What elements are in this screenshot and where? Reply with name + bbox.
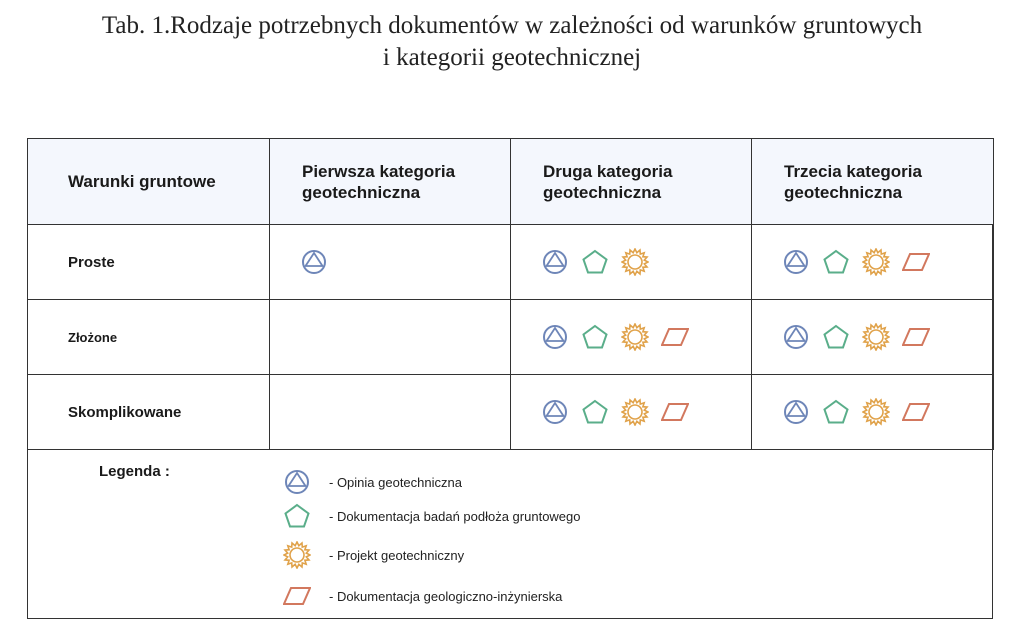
projekt-icon <box>283 541 311 569</box>
opinia-icon <box>541 248 569 276</box>
dokumentacja-geologiczna-icon <box>661 398 689 426</box>
caption-line-1: Tab. 1.Rodzaje potrzebnych dokumentów w zależności od warunków gruntowych <box>101 12 923 39</box>
legend-label: - Dokumentacja badań podłoża gruntowego <box>329 508 581 524</box>
opinia-icon <box>283 468 311 496</box>
dokumentacja-badan-icon <box>822 323 850 351</box>
icon-group <box>511 323 751 351</box>
dokumentacja-geologiczna-icon <box>902 248 930 276</box>
opinia-icon <box>782 398 810 426</box>
dokumentacja-geologiczna-icon <box>661 323 689 351</box>
table-row <box>28 225 994 300</box>
table-cell <box>270 225 511 300</box>
header-cell <box>270 139 511 225</box>
table-cell <box>752 375 994 450</box>
header-soil-conditions: Warunki gruntowe <box>68 172 216 191</box>
header-row <box>28 139 994 225</box>
header-cell <box>28 139 270 225</box>
opinia-icon <box>541 323 569 351</box>
header-cell <box>511 139 752 225</box>
projekt-icon <box>862 398 890 426</box>
icon-group <box>752 398 993 426</box>
table-cell <box>270 300 511 375</box>
header-category-1: Pierwsza kategoria geotechniczna <box>302 161 456 202</box>
caption-line-2: i kategorii geotechnicznej <box>382 44 642 71</box>
legend-item-dokumentacja-geologiczna <box>283 582 562 610</box>
row-label: Skomplikowane <box>68 403 182 421</box>
table-caption <box>0 10 1024 74</box>
legend-label: - Dokumentacja geologiczno-inżynierska <box>329 588 563 604</box>
dokumentacja-badan-icon <box>581 248 609 276</box>
dokumentacja-badan-icon <box>581 323 609 351</box>
icon-group <box>752 248 993 276</box>
opinia-icon <box>541 398 569 426</box>
table-cell <box>511 375 752 450</box>
icon-group <box>511 248 751 276</box>
row-label: Proste <box>68 253 115 271</box>
table-row <box>28 300 994 375</box>
dokumentacja-badan-icon <box>581 398 609 426</box>
projekt-icon <box>621 398 649 426</box>
table-cell <box>752 300 994 375</box>
dokumentacja-badan-icon <box>822 248 850 276</box>
legend-item-projekt <box>283 541 464 569</box>
header-category-2: Druga kategoria geotechniczna <box>543 161 673 202</box>
table-cell <box>270 375 511 450</box>
projekt-icon <box>621 248 649 276</box>
row-label-cell <box>28 225 270 300</box>
table-cell <box>752 225 994 300</box>
opinia-icon <box>782 323 810 351</box>
icon-group <box>270 248 510 276</box>
row-label-cell <box>28 375 270 450</box>
projekt-icon <box>862 323 890 351</box>
icon-group <box>511 398 751 426</box>
projekt-icon <box>862 248 890 276</box>
table-cell <box>511 300 752 375</box>
table-cell <box>511 225 752 300</box>
dokumentacja-geologiczna-icon <box>902 398 930 426</box>
opinia-icon <box>782 248 810 276</box>
header-category-3: Trzecia kategoria geotechniczna <box>784 161 922 202</box>
opinia-icon <box>300 248 328 276</box>
legend-item-opinia <box>283 468 462 496</box>
dokumentacja-badan-icon <box>822 398 850 426</box>
row-label-cell <box>28 300 270 375</box>
dokumentacja-geologiczna-icon <box>902 323 930 351</box>
header-cell <box>752 139 994 225</box>
projekt-icon <box>621 323 649 351</box>
table-row <box>28 375 994 450</box>
dokumentacja-badan-icon <box>283 502 311 530</box>
legend-item-dokumentacja-badan <box>283 502 581 530</box>
legend-label: - Projekt geotechniczny <box>329 547 465 563</box>
legend-label: - Opinia geotechniczna <box>329 474 462 490</box>
legend-title: Legenda : <box>99 463 170 480</box>
documents-table <box>27 138 994 450</box>
dokumentacja-geologiczna-icon <box>283 582 311 610</box>
row-label: Złożone <box>68 329 118 345</box>
icon-group <box>752 323 993 351</box>
